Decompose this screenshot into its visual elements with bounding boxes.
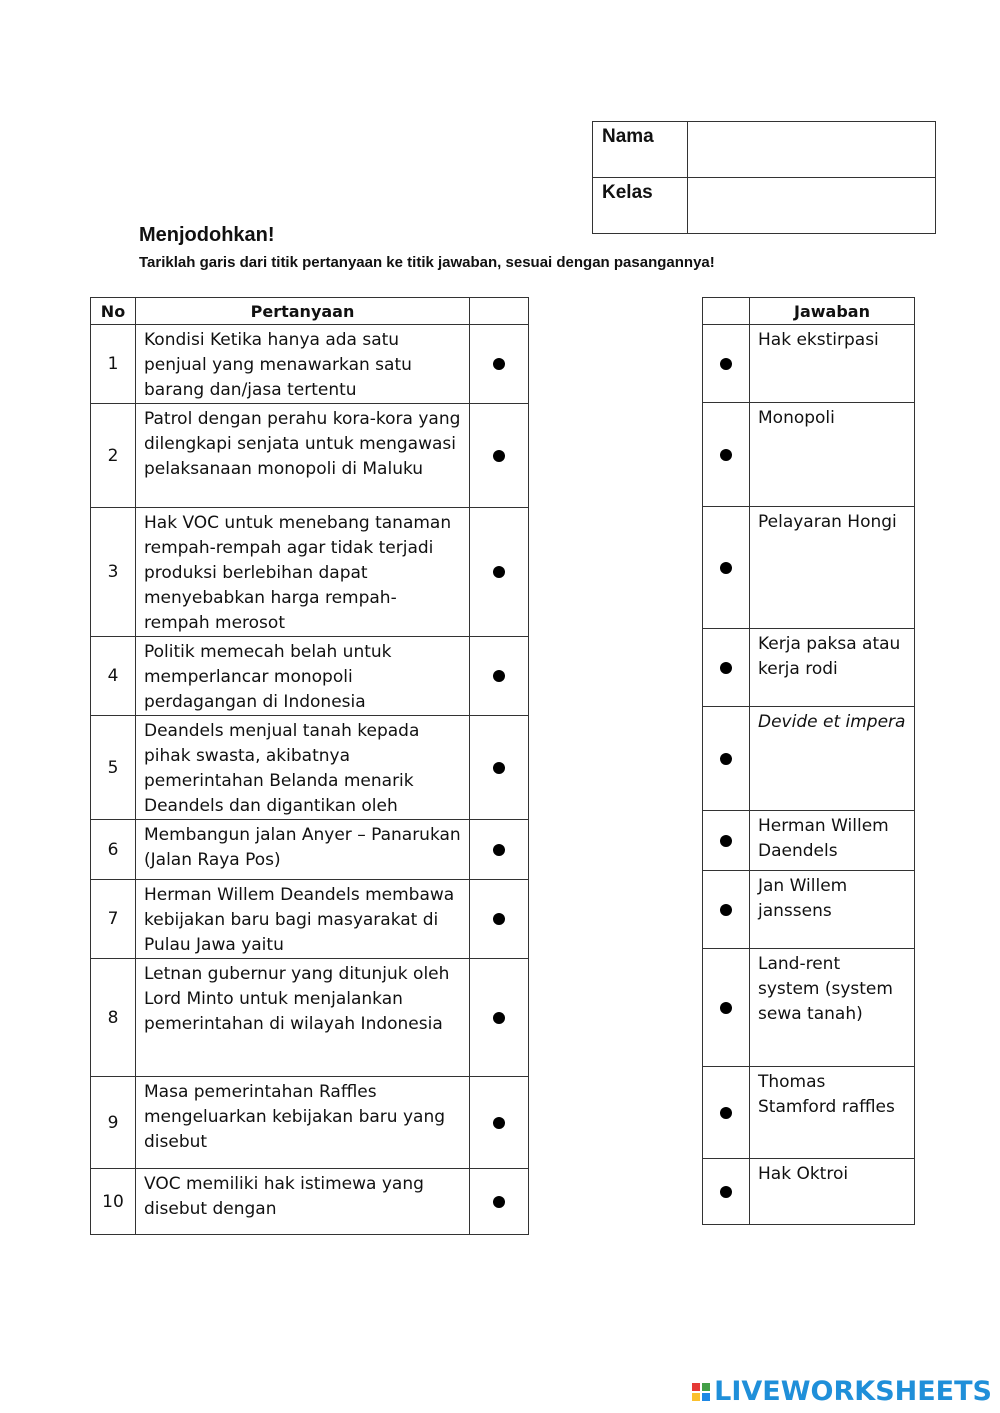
question-dot-cell	[470, 637, 529, 716]
question-number: 6	[91, 820, 136, 880]
question-match-dot[interactable]	[493, 762, 505, 774]
question-number: 1	[91, 325, 136, 404]
answer-dot-cell	[703, 811, 750, 871]
worksheet-title: Menjodohkan!	[139, 224, 275, 246]
answer-row	[703, 507, 915, 629]
answer-dot-cell	[703, 325, 750, 403]
question-row	[91, 880, 529, 959]
answer-row	[703, 1067, 915, 1159]
answer-match-dot[interactable]	[720, 1186, 732, 1198]
name-label: Nama	[593, 122, 688, 178]
question-text: Hak VOC untuk menebang tanaman rempah-rempah agar tidak terjadi produksi berlebihan dapat menyebabkan harga rempah-rempah merosot	[136, 508, 470, 637]
question-number: 8	[91, 959, 136, 1077]
question-text: Deandels menjual tanah kepada pihak swasta, akibatnya pemerintahan Belanda menarik Deandels dan digantikan oleh	[136, 716, 470, 820]
col-answer-header: Jawaban	[750, 298, 915, 325]
question-match-dot[interactable]	[493, 566, 505, 578]
answer-match-dot[interactable]	[720, 1002, 732, 1014]
answer-row	[703, 811, 915, 871]
answers-table	[702, 297, 915, 1225]
liveworksheets-logo-icon	[692, 1383, 710, 1401]
question-text: Kondisi Ketika hanya ada satu penjual yang menawarkan satu barang dan/jasa tertentu	[136, 325, 470, 404]
question-match-dot[interactable]	[493, 358, 505, 370]
question-text: Masa pemerintahan Raffles mengeluarkan kebijakan baru yang disebut	[136, 1077, 470, 1169]
question-match-dot[interactable]	[493, 844, 505, 856]
question-row	[91, 959, 529, 1077]
question-number: 7	[91, 880, 136, 959]
class-label: Kelas	[593, 178, 688, 234]
answer-row	[703, 1159, 915, 1225]
question-number: 3	[91, 508, 136, 637]
answer-text: Monopoli	[750, 403, 915, 507]
answer-row	[703, 949, 915, 1067]
question-match-dot[interactable]	[493, 1012, 505, 1024]
answer-text: Hak ekstirpasi	[750, 325, 915, 403]
watermark-text: LIVEWORKSHEETS	[714, 1376, 992, 1407]
answer-dot-cell	[703, 629, 750, 707]
answer-match-dot[interactable]	[720, 835, 732, 847]
answer-text: Land-rent system (system sewa tanah)	[750, 949, 915, 1067]
questions-table	[90, 297, 529, 1235]
answer-match-dot[interactable]	[720, 753, 732, 765]
answer-match-dot[interactable]	[720, 449, 732, 461]
question-match-dot[interactable]	[493, 1196, 505, 1208]
col-dot-header	[703, 298, 750, 325]
question-match-dot[interactable]	[493, 450, 505, 462]
answer-row	[703, 871, 915, 949]
col-dot-header	[470, 298, 529, 325]
answer-dot-cell	[703, 1159, 750, 1225]
answer-dot-cell	[703, 507, 750, 629]
answer-text: Devide et impera	[750, 707, 915, 811]
question-row	[91, 1077, 529, 1169]
question-match-dot[interactable]	[493, 913, 505, 925]
answer-text: Herman Willem Daendels	[750, 811, 915, 871]
name-field[interactable]	[688, 122, 936, 178]
answer-text: Pelayaran Hongi	[750, 507, 915, 629]
question-row	[91, 820, 529, 880]
answer-text: Thomas Stamford raffles	[750, 1067, 915, 1159]
question-text: Herman Willem Deandels membawa kebijakan baru bagi masyarakat di Pulau Jawa yaitu	[136, 880, 470, 959]
question-text: Letnan gubernur yang ditunjuk oleh Lord Minto untuk menjalankan pemerintahan di wilayah Indonesia	[136, 959, 470, 1077]
answer-row	[703, 629, 915, 707]
answer-row	[703, 325, 915, 403]
answer-match-dot[interactable]	[720, 562, 732, 574]
question-row	[91, 404, 529, 508]
answer-match-dot[interactable]	[720, 1107, 732, 1119]
question-text: Patrol dengan perahu kora-kora yang dilengkapi senjata untuk mengawasi pelaksanaan monopoli di Maluku	[136, 404, 470, 508]
answer-text: Kerja paksa atau kerja rodi	[750, 629, 915, 707]
worksheet-instruction: Tariklah garis dari titik pertanyaan ke titik jawaban, sesuai dengan pasangannya!	[139, 254, 715, 271]
answer-row	[703, 403, 915, 507]
answer-text: Hak Oktroi	[750, 1159, 915, 1225]
liveworksheets-watermark	[692, 1376, 992, 1407]
answer-dot-cell	[703, 707, 750, 811]
question-match-dot[interactable]	[493, 1117, 505, 1129]
answer-match-dot[interactable]	[720, 904, 732, 916]
answer-dot-cell	[703, 949, 750, 1067]
question-row	[91, 1169, 529, 1235]
question-number: 4	[91, 637, 136, 716]
question-dot-cell	[470, 1169, 529, 1235]
question-match-dot[interactable]	[493, 670, 505, 682]
col-no-header: No	[91, 298, 136, 325]
question-row	[91, 716, 529, 820]
answer-match-dot[interactable]	[720, 358, 732, 370]
question-dot-cell	[470, 325, 529, 404]
question-number: 2	[91, 404, 136, 508]
question-number: 9	[91, 1077, 136, 1169]
question-text: Politik memecah belah untuk memperlancar monopoli perdagangan di Indonesia	[136, 637, 470, 716]
question-dot-cell	[470, 880, 529, 959]
question-dot-cell	[470, 820, 529, 880]
question-row	[91, 508, 529, 637]
answer-match-dot[interactable]	[720, 662, 732, 674]
question-text: VOC memiliki hak istimewa yang disebut dengan	[136, 1169, 470, 1235]
answer-text: Jan Willem janssens	[750, 871, 915, 949]
answer-dot-cell	[703, 1067, 750, 1159]
question-dot-cell	[470, 1077, 529, 1169]
question-text: Membangun jalan Anyer – Panarukan (Jalan Raya Pos)	[136, 820, 470, 880]
question-dot-cell	[470, 716, 529, 820]
question-number: 5	[91, 716, 136, 820]
question-row	[91, 637, 529, 716]
question-dot-cell	[470, 959, 529, 1077]
answer-dot-cell	[703, 403, 750, 507]
class-field[interactable]	[688, 178, 936, 234]
question-dot-cell	[470, 508, 529, 637]
col-question-header: Pertanyaan	[136, 298, 470, 325]
student-identity-table	[592, 121, 936, 234]
answer-dot-cell	[703, 871, 750, 949]
question-row	[91, 325, 529, 404]
question-dot-cell	[470, 404, 529, 508]
question-number: 10	[91, 1169, 136, 1235]
answer-row	[703, 707, 915, 811]
